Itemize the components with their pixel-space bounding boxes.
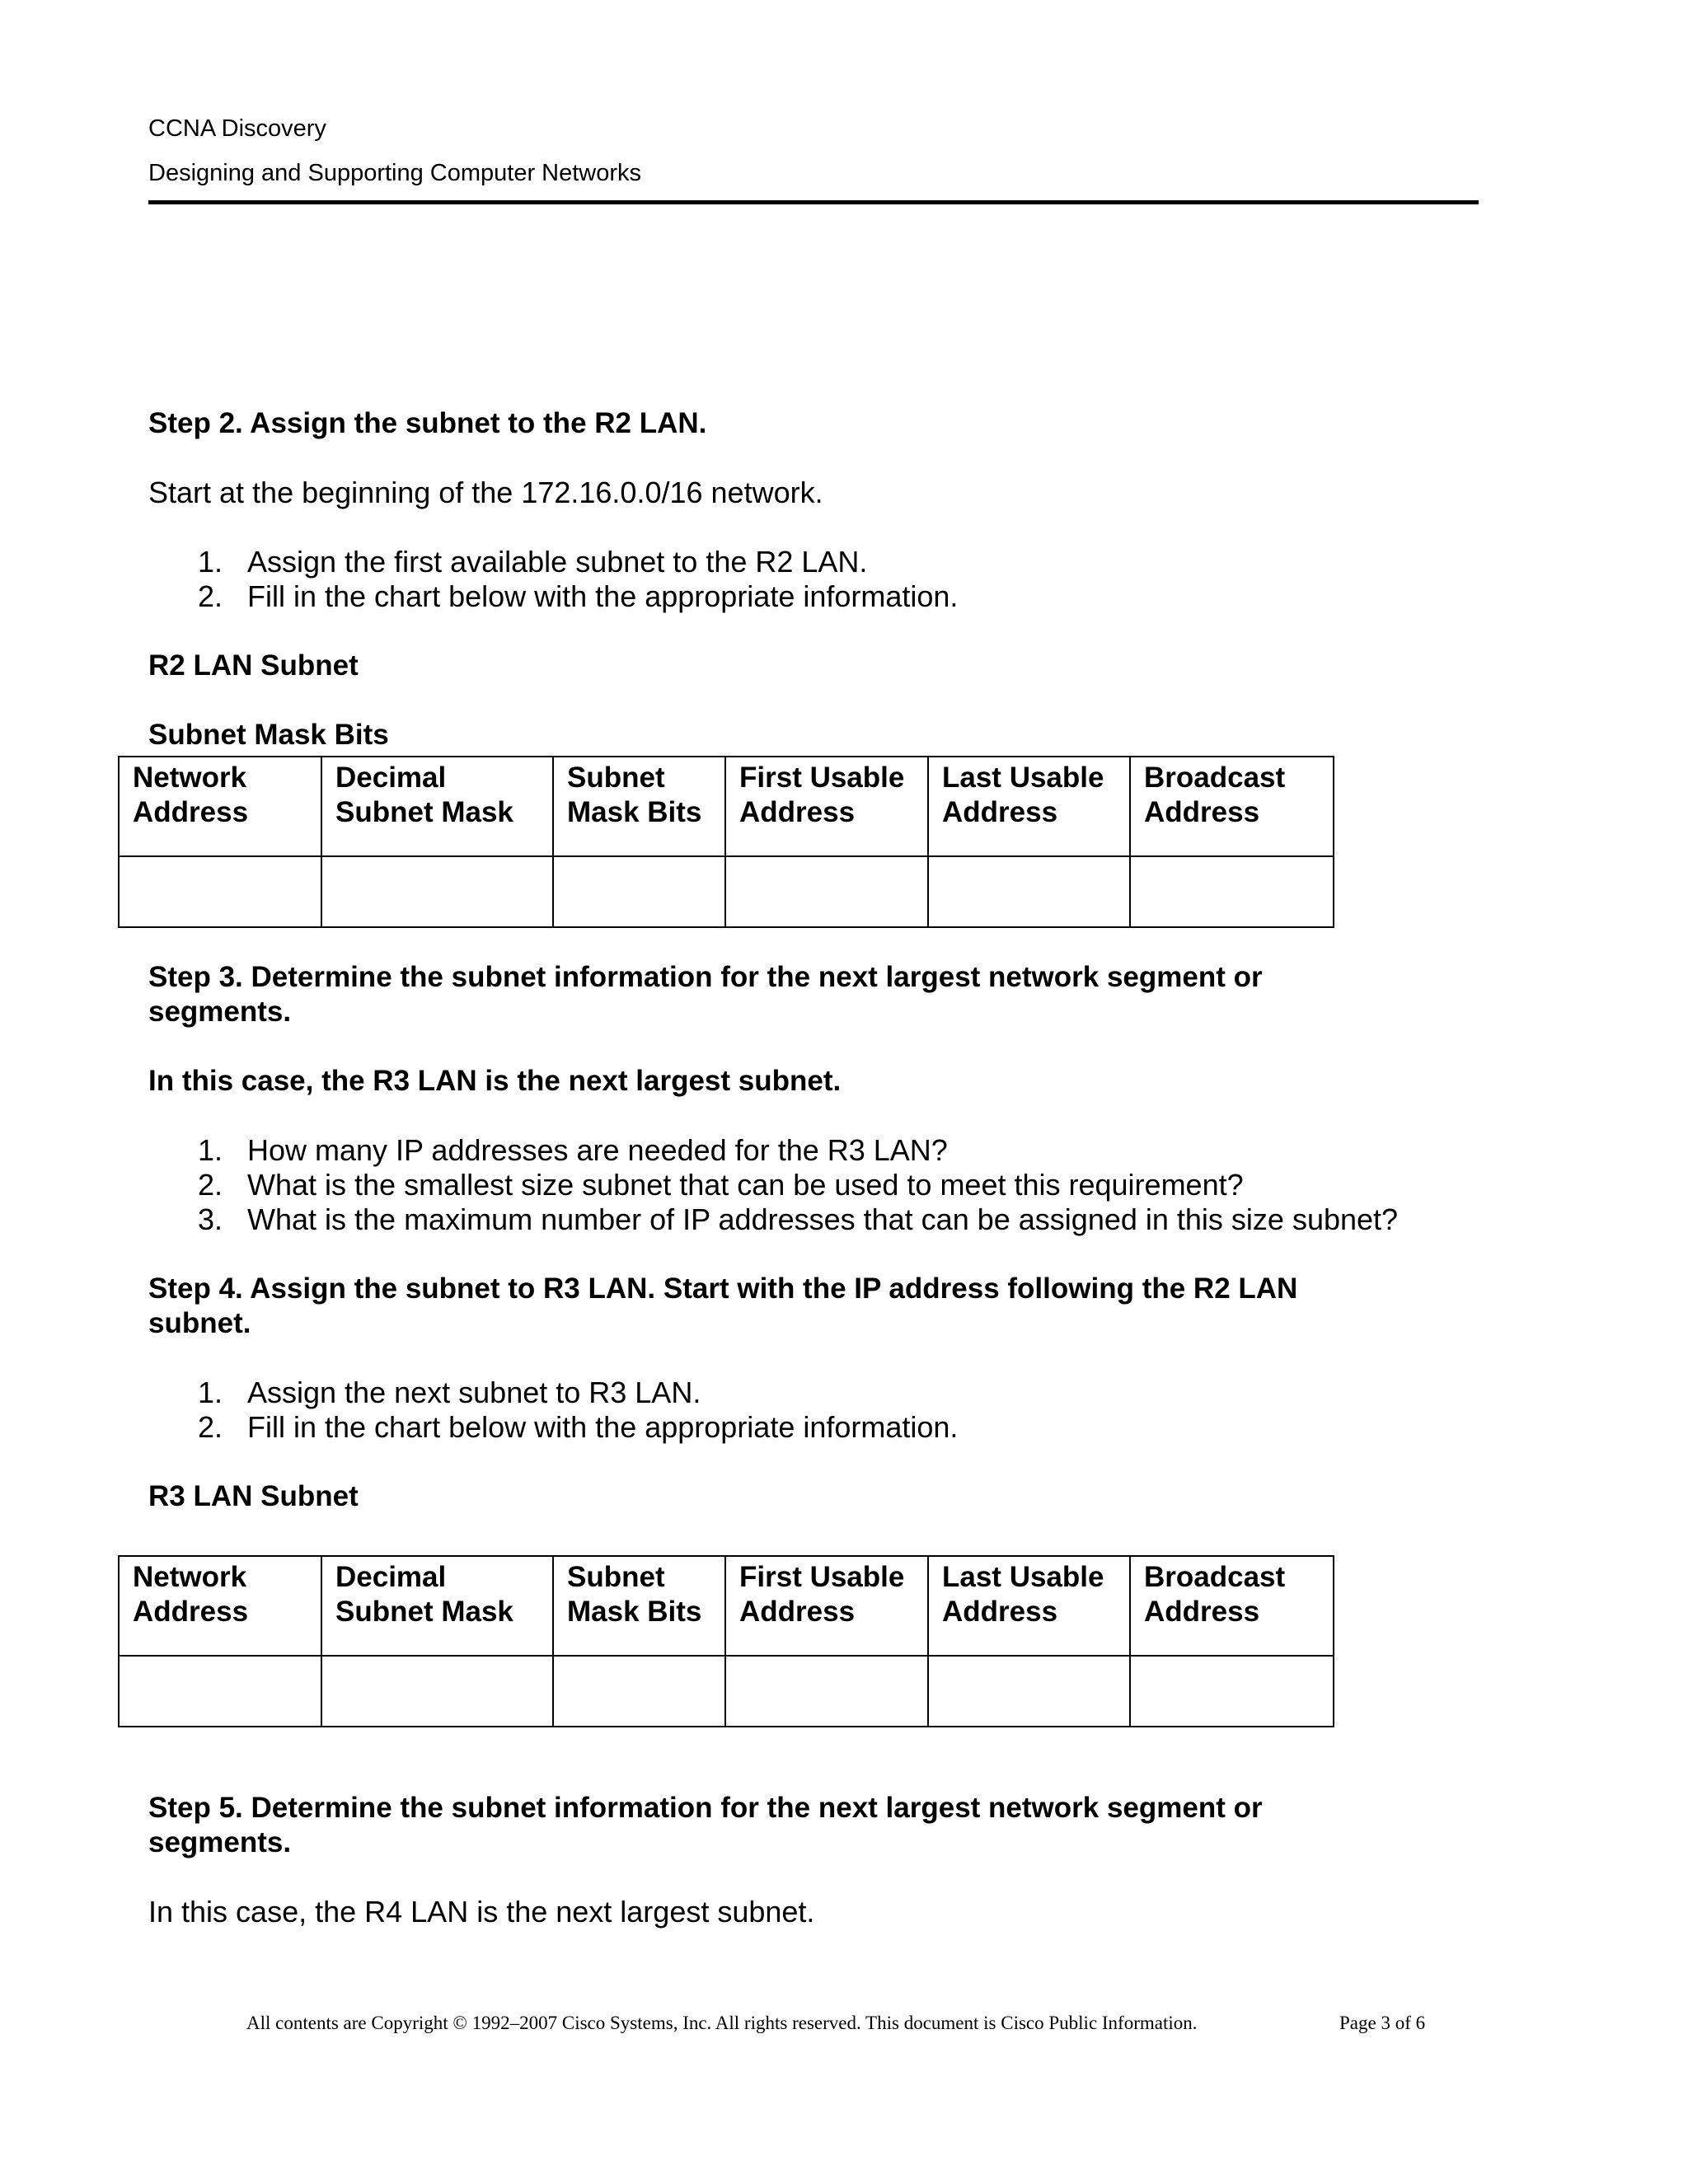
step5-heading-line1: Step 5. Determine the subnet information for the next largest network segment or <box>148 1792 1263 1824</box>
footer-page-number: Page 3 of 6 <box>1339 2013 1426 2033</box>
broadcast-address-cell[interactable] <box>1130 856 1334 927</box>
list-number: 3. <box>197 1202 223 1236</box>
step5-heading-line2: segments. <box>148 1826 292 1858</box>
r3-subnet-table <box>118 1555 1334 1727</box>
r2-subnet-table <box>118 756 1334 928</box>
list-number: 2. <box>197 1410 223 1444</box>
col-first-usable-address: First Usable Address <box>725 757 928 856</box>
list-text: What is the maximum number of IP addresses that can be assigned in this size subnet? <box>247 1202 1399 1236</box>
decimal-subnet-mask-cell[interactable] <box>321 1656 553 1727</box>
list-text: Fill in the chart below with the appropriate information. <box>247 579 959 613</box>
network-address-cell[interactable] <box>119 856 321 927</box>
col-last-usable-address: Last Usable Address <box>928 757 1130 856</box>
first-usable-address-cell[interactable] <box>725 856 928 927</box>
table-row <box>119 1656 1334 1727</box>
list-number: 2. <box>197 1168 223 1202</box>
network-address-cell[interactable] <box>119 1656 321 1727</box>
table-header-row <box>119 1556 1334 1656</box>
header-divider <box>148 200 1479 204</box>
col-broadcast-address: Broadcast Address <box>1130 757 1334 856</box>
step3-heading-line2: segments. <box>148 996 292 1028</box>
list-text: Assign the first available subnet to the R2 LAN. <box>247 545 868 579</box>
list-number: 1. <box>197 1376 223 1409</box>
list-text: Fill in the chart below with the appropriate information. <box>247 1410 959 1444</box>
list-number: 2. <box>197 579 223 613</box>
list-text: Assign the next subnet to R3 LAN. <box>247 1376 701 1409</box>
footer-copyright: All contents are Copyright © 1992–2007 Cisco Systems, Inc. All rights reserved. This document is Cisco Public Information. <box>246 2013 1198 2033</box>
header-subtitle: Designing and Supporting Computer Networks <box>148 160 642 186</box>
col-decimal-subnet-mask: Decimal Subnet Mask <box>321 757 553 856</box>
table-header-row <box>119 757 1334 856</box>
col-last-usable-address: Last Usable Address <box>928 1556 1130 1656</box>
first-usable-address-cell[interactable] <box>725 1656 928 1727</box>
r2-table-title: R2 LAN Subnet <box>148 649 359 682</box>
col-first-usable-address: First Usable Address <box>725 1556 928 1656</box>
broadcast-address-cell[interactable] <box>1130 1656 1334 1727</box>
list-number: 1. <box>197 1133 223 1167</box>
step3-heading-line1: Step 3. Determine the subnet information for the next largest network segment or <box>148 961 1263 993</box>
step2-intro: Start at the beginning of the 172.16.0.0/16 network. <box>148 476 823 509</box>
col-subnet-mask-bits: Subnet Mask Bits <box>553 757 725 856</box>
last-usable-address-cell[interactable] <box>928 856 1130 927</box>
col-subnet-mask-bits: Subnet Mask Bits <box>553 1556 725 1656</box>
header-course: CCNA Discovery <box>148 115 326 142</box>
col-broadcast-address: Broadcast Address <box>1130 1556 1334 1656</box>
decimal-subnet-mask-cell[interactable] <box>321 856 553 927</box>
col-network-address: Network Address <box>119 1556 321 1656</box>
step4-heading-line1: Step 4. Assign the subnet to R3 LAN. Start with the IP address following the R2 LAN <box>148 1272 1298 1305</box>
step5-text: In this case, the R4 LAN is the next largest subnet. <box>148 1895 815 1929</box>
list-text: How many IP addresses are needed for the R3 LAN? <box>247 1133 948 1167</box>
table-row <box>119 856 1334 927</box>
list-text: What is the smallest size subnet that can be used to meet this requirement? <box>247 1168 1244 1202</box>
r3-table-title: R3 LAN Subnet <box>148 1480 359 1512</box>
last-usable-address-cell[interactable] <box>928 1656 1130 1727</box>
col-decimal-subnet-mask: Decimal Subnet Mask <box>321 1556 553 1656</box>
list-number: 1. <box>197 545 223 579</box>
step2-heading: Step 2. Assign the subnet to the R2 LAN. <box>148 407 707 439</box>
col-network-address: Network Address <box>119 757 321 856</box>
r2-table-subtitle: Subnet Mask Bits <box>148 719 389 751</box>
step3-subheading: In this case, the R3 LAN is the next largest subnet. <box>148 1065 842 1097</box>
subnet-mask-bits-cell[interactable] <box>553 1656 725 1727</box>
subnet-mask-bits-cell[interactable] <box>553 856 725 927</box>
step4-heading-line2: subnet. <box>148 1307 251 1339</box>
